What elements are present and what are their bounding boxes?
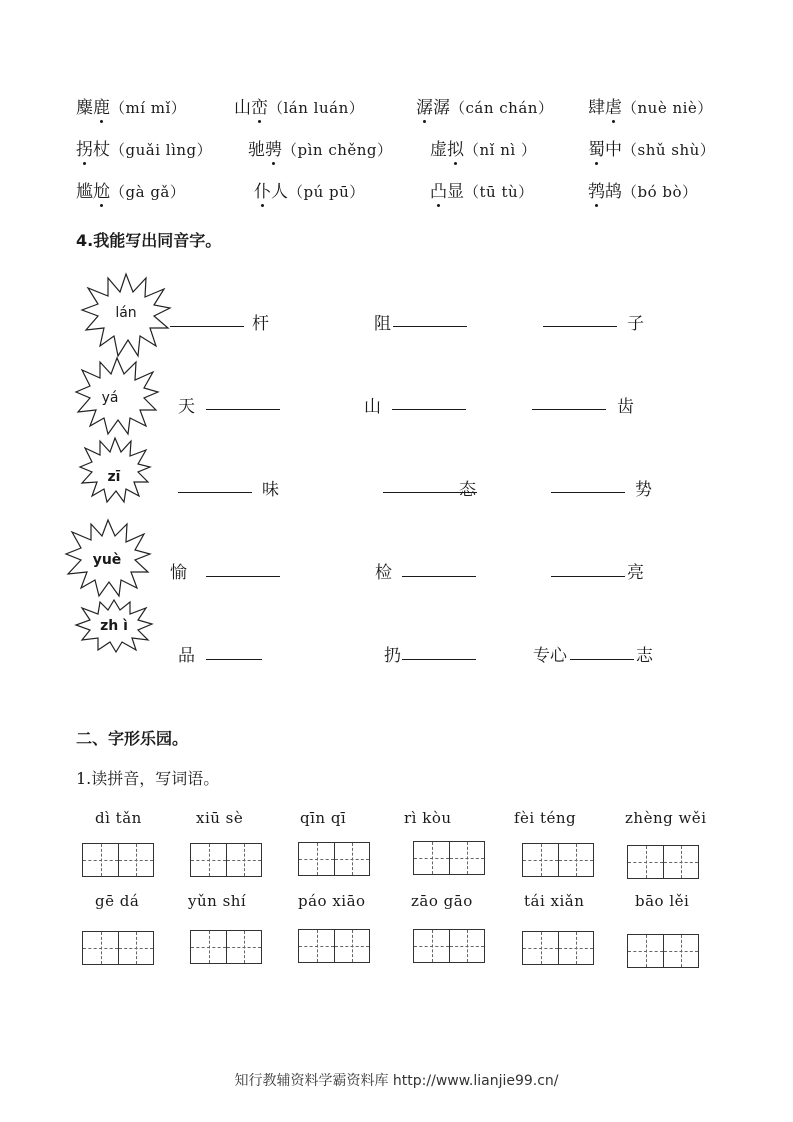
homophone-word: 阻 [374,314,391,334]
writing-grid[interactable] [298,929,370,963]
pinyin-choice-item [254,177,365,202]
choice-pinyin: （nǐ nì ） [464,141,537,159]
choice-char-dotted: 虐 [605,93,622,118]
pinyin-choice-item [430,177,534,202]
grid-pinyin: fèi téng [514,809,577,827]
grid-pinyin: dì tǎn [95,809,142,827]
grid-pinyin: tái xiǎn [524,892,585,910]
homophone-word: 品 [178,646,195,666]
choice-pinyin: （mí mǐ） [110,99,187,117]
homophone-word: 子 [627,314,644,334]
grid-pinyin: páo xiāo [298,892,366,910]
grid-pinyin: rì kòu [404,809,452,827]
choice-char-dotted: 蜀 [588,135,605,160]
pinyin-choice-item [588,135,715,160]
choice-pinyin: （tū tù） [464,183,534,201]
choice-pinyin: （pìn chěng） [282,141,393,159]
answer-blank[interactable] [178,492,252,493]
grid-pinyin: qīn qī [300,809,347,827]
writing-grid[interactable] [522,843,594,877]
homophone-pinyin: lán [115,305,137,321]
homophone-word: 齿 [617,397,634,417]
writing-grid[interactable] [190,930,262,964]
homophone-word: 志 [636,646,653,666]
answer-blank[interactable] [543,326,617,327]
section-heading: 二、字形乐园。 [76,729,189,748]
choice-pinyin: （shǔ shù） [622,141,716,159]
answer-blank[interactable] [532,409,606,410]
homophone-word: 天 [178,397,195,417]
homophone-word: 专心 [533,646,567,666]
answer-blank[interactable] [206,576,280,577]
answer-blank[interactable] [551,576,625,577]
footer-text: 知行教辅资料学霸资料库 http://www.lianjie99.cn/ [234,1073,559,1089]
grid-pinyin: yǔn shí [188,892,247,910]
writing-grid[interactable] [82,843,154,877]
homophone-word: 势 [635,480,652,500]
writing-grid[interactable] [413,841,485,875]
answer-blank[interactable] [206,659,262,660]
pinyin-choice-item [76,93,186,118]
grid-pinyin: zāo gāo [411,892,473,910]
homophone-word: 味 [262,480,279,500]
homophone-word: 亮 [627,563,644,583]
answer-blank[interactable] [206,409,280,410]
pinyin-choice-item [588,177,698,202]
choice-char: 中 [605,140,622,160]
choice-char: 麋 [76,98,93,118]
choice-char-dotted: 尬 [93,177,110,202]
homophone-pinyin: yuè [92,552,122,568]
writing-grid[interactable] [627,845,699,879]
choice-char-dotted: 鹁 [588,177,605,202]
homophone-pinyin: zī [107,469,121,485]
choice-char: 鸪 [605,182,622,202]
pinyin-choice-item [416,93,553,118]
answer-blank[interactable] [170,326,244,327]
grid-pinyin: gē dá [95,892,140,910]
choice-char-dotted: 仆 [254,177,271,202]
grid-pinyin: zhèng wěi [625,809,707,827]
pinyin-choice-item [76,135,212,160]
choice-char: 尴 [76,182,93,202]
choice-char-dotted: 拟 [447,135,464,160]
choice-char: 人 [271,182,288,202]
homophone-pinyin: yá [101,390,119,406]
writing-grid[interactable] [522,931,594,965]
choice-char-dotted: 鹿 [93,93,110,118]
answer-blank[interactable] [551,492,625,493]
homophone-pinyin: zh ì [100,618,128,634]
writing-grid[interactable] [82,931,154,965]
writing-grid[interactable] [190,843,262,877]
grid-pinyin: xiū sè [196,809,244,827]
choice-char: 肆 [588,98,605,118]
pinyin-choice-item [234,93,364,118]
choice-char-dotted: 拐 [76,135,93,160]
choice-char: 杖 [93,140,110,160]
homophone-word: 态 [459,480,476,500]
answer-blank[interactable] [402,659,476,660]
pinyin-choice-item [76,177,185,202]
subsection-heading: 1.读拼音，写词语。 [76,769,220,788]
answer-blank[interactable] [392,409,466,410]
answer-blank[interactable] [402,576,476,577]
choice-pinyin: （cán chán） [450,99,554,117]
choice-pinyin: （gà gǎ） [110,183,186,201]
grid-pinyin: bāo lěi [635,892,690,910]
choice-char-dotted: 峦 [251,93,268,118]
choice-char: 虚 [430,140,447,160]
pinyin-choice-item [248,135,393,160]
answer-blank[interactable] [393,326,467,327]
writing-grid[interactable] [298,842,370,876]
homophone-word: 山 [364,397,381,417]
choice-char: 显 [447,182,464,202]
choice-char-dotted: 凸 [430,177,447,202]
choice-pinyin: （nuè niè） [622,99,713,117]
choice-char-dotted: 潺 [416,93,433,118]
homophone-word: 杆 [252,314,269,334]
choice-pinyin: （guǎi lìng） [110,141,213,159]
choice-char: 潺 [433,98,450,118]
writing-grid[interactable] [413,929,485,963]
writing-grid[interactable] [627,934,699,968]
pinyin-choice-item [430,135,536,160]
choice-char-dotted: 骋 [265,135,282,160]
answer-blank[interactable] [570,659,634,660]
homophone-word: 扔 [384,646,401,666]
choice-char: 山 [234,98,251,118]
choice-pinyin: （bó bò） [622,183,698,201]
homophone-word: 检 [375,563,392,583]
section-heading: 4.我能写出同音字。 [76,231,222,250]
choice-char: 驰 [248,140,265,160]
homophone-word: 愉 [170,563,187,583]
pinyin-choice-item [588,93,713,118]
choice-pinyin: （lán luán） [268,99,365,117]
choice-pinyin: （pú pū） [288,183,365,201]
